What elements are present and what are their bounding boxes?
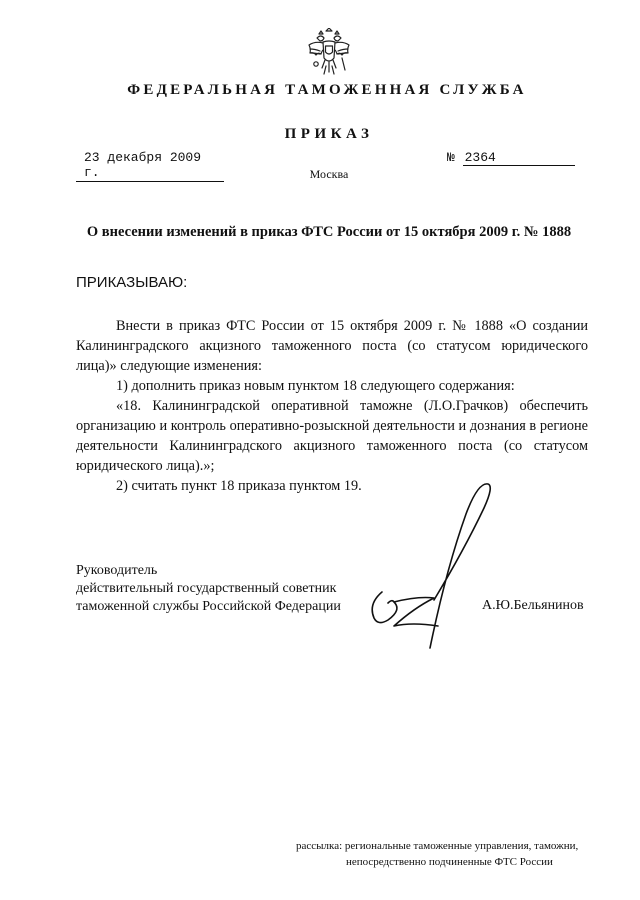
signer-title-line: действительный государственный советник xyxy=(76,581,337,596)
body-paragraph: «18. Калининградской оперативной таможне (Л.О.Грачков) обеспечить организацию и контроль оперативно-розыскной деятельности и дознания в регионе деятельности Калининградского акцизного таможенного поста (со статусом юридического лица).»; xyxy=(76,398,588,474)
order-number-value: 2364 xyxy=(463,150,575,166)
body-paragraph: Внести в приказ ФТС России от 15 октября 2009 г. № 1888 «О создании Калининградского акцизного таможенного поста (со статусом юридического лица)» следующие изменения: xyxy=(76,318,588,374)
body-paragraph: 1) дополнить приказ новым пунктом 18 следующего содержания: xyxy=(116,378,515,394)
signer-title xyxy=(76,562,341,616)
city: Москва xyxy=(309,167,349,181)
order-date: 23 декабря 2009 г. xyxy=(76,150,224,182)
body-paragraph: 2) считать пункт 18 приказа пунктом 19. xyxy=(116,478,362,494)
signer-title-line: Руководитель xyxy=(76,563,158,578)
double-headed-eagle-icon xyxy=(306,28,352,78)
order-number-prefix: № xyxy=(447,150,455,165)
handwritten-signature xyxy=(360,470,510,670)
signer-name: А.Ю.Бельянинов xyxy=(482,598,584,613)
distribution-line: непосредственно подчиненные ФТС России xyxy=(346,856,553,868)
order-number xyxy=(447,150,585,166)
signer-title-line: таможенной службы Российской Федерации xyxy=(76,599,341,614)
distribution-list xyxy=(296,838,578,870)
order-subject: О внесении изменений в приказ ФТС России от 15 октября 2009 г. № 1888 xyxy=(86,224,572,240)
distribution-line: рассылка: региональные таможенные управления, таможни, xyxy=(296,840,579,852)
order-body xyxy=(76,316,588,496)
document-type: ПРИКАЗ xyxy=(284,126,374,142)
decree-word: ПРИКАЗЫВАЮ: xyxy=(76,274,188,291)
agency-name: ФЕДЕРАЛЬНАЯ ТАМОЖЕННАЯ СЛУЖБА xyxy=(127,82,527,98)
